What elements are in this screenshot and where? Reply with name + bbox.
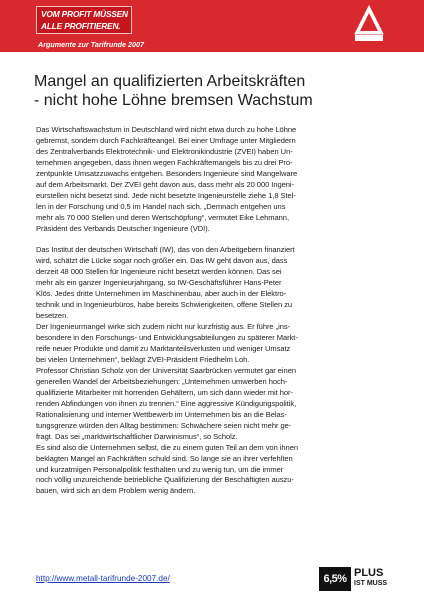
body-line: tungsgrenze würden den Alltag bestimmen: Schwächere seien nicht mehr ge- [36, 420, 292, 430]
body-line: ternehmen angegeben, dass ihnen wegen Fachkräftemangels bis zu drei Pro- [36, 157, 293, 167]
slogan-line-2: ALLE PROFITIEREN. [41, 21, 121, 31]
body-line: mehr als ein ganzer Ingenieurjahrgang, so IW-Geschäftsführer Hans-Peter [36, 278, 282, 288]
body-line: generellen Wandel der Arbeitsbeziehungen: „Unternehmen umwerben hoch- [36, 376, 288, 386]
body-line: Der Ingenieurmangel wirke sich zudem nicht nur kurzfristig aus. Er führe „ins- [36, 322, 291, 332]
header-subtitle: Argumente zur Tarifrunde 2007 [38, 40, 144, 49]
body-line: eurstellen nicht besetzt sind. Jede nicht besetzte Ingenieurstelle ziehe 1,8 Stel- [36, 190, 296, 200]
body-line: besondere in den Forschungs- und Entwicklungsabteilungen zu späterer Markt- [36, 333, 298, 343]
body-line: len in der Forschung und 0,5 im Handel nach sich. „Demnach entgehen uns [36, 201, 286, 211]
campaign-badge [319, 567, 391, 591]
article-body [36, 125, 388, 497]
body-line: technik und in Ingenieurbüros, habe bereits Schwierigkeiten, offene Stellen zu [36, 300, 293, 310]
title-line-2: - nicht hohe Löhne bremsen Wachstum [34, 92, 313, 109]
body-line: Das Institut der deutschen Wirtschaft (IW), das von den Arbeitgebern finanziert [36, 245, 295, 255]
body-line: bauen, wird sich an dem Problem wenig ändern. [36, 486, 196, 496]
body-line: qualifizierte Mitarbeiter mit horrenden Gehältern, um sich dann wieder mit hor- [36, 387, 293, 397]
igmetall-logo-icon [352, 4, 386, 42]
body-line: und kurzatmigen Personalpolitik festhalten und zu wenig tun, um die immer [36, 464, 284, 474]
body-line: Präsident des Verbands Deutscher Ingenieure (VDI). [36, 223, 210, 233]
body-line: derzeit 48 000 Stellen für Ingenieure nicht besetzt werden können. Das sei [36, 267, 282, 277]
body-line: mehr als 70 000 Stellen und deren Wertschöpfung“, vermutet Eike Lehmann, [36, 212, 290, 222]
body-line: des Zentralverbands Elektrotechnik- und Elektronikindustrie (ZVEI) haben Un- [36, 146, 293, 156]
body-line: zentpunkte Umsatzzuwachs entgehen. Besonders Ingenieure sind Mangelware [36, 168, 298, 178]
body-line: noch völlig unzureichende betriebliche Qualifizierung der Beschäftigten auszu- [36, 475, 294, 485]
body-line: Es sind also die Unternehmen selbst, die zu einem guten Teil an dem von ihnen [36, 442, 298, 452]
header-banner [0, 0, 424, 52]
body-line: besetzen. [36, 311, 69, 321]
body-line: Klös. Jedes dritte Unternehmen im Maschinenbau, aber auch in der Elektro- [36, 289, 287, 299]
body-line: beklagten Mangel an Fachkräften schuld sind. So lange sie an ihrer verfehlten [36, 453, 293, 463]
page-title [34, 72, 404, 110]
footer-link[interactable]: http://www.metall-tarifrunde-2007.de/ [36, 574, 170, 583]
body-line: auf dem Arbeitsmarkt. Der ZVEI geht davon aus, dass mehr als 20 000 Ingeni- [36, 179, 295, 189]
body-line: reife neuer Produkte und damit zu Marktanteilsverlusten und weniger Umsatz [36, 344, 291, 354]
body-line: renden Abfindungen von ihnen zu trennen.“ Eine aggressive Kündigungspolitik, [36, 398, 297, 408]
body-line: wird, schätzt die Lücke sogar noch größer ein. Das IW geht davon aus, dass [36, 256, 288, 266]
paragraph-gap [36, 235, 388, 246]
badge-percent: 6,5% [319, 567, 351, 591]
body-line: Professor Christian Scholz von der Universität Saarbrücken vermutet gar einen [36, 365, 296, 375]
badge-plus: PLUS [354, 567, 384, 579]
slogan-line-1: VOM PROFIT MÜSSEN [41, 9, 128, 19]
body-line: fragt. Das sei „marktwirtschaftlicher Darwinismus“, so Scholz. [36, 431, 238, 441]
body-line: Das Wirtschaftswachstum in Deutschland wird nicht etwa durch zu hohe Löhne [36, 125, 297, 134]
body-line: Rationalisierung und interner Wettbewerb im Unternehmen bis an die Belas- [36, 409, 287, 419]
slogan-box [36, 6, 132, 34]
body-line: bei vielen Unternehmen“, beklagt ZVEI-Präsident Friedhelm Loh. [36, 355, 250, 364]
title-line-1: Mangel an qualifizierten Arbeitskräften [34, 73, 306, 90]
badge-sub: IST MUSS [354, 580, 388, 587]
body-line: gebremst, sondern durch Fachkräfteangel. Bei einer Umfrage unter Mitgliedern [36, 135, 296, 145]
